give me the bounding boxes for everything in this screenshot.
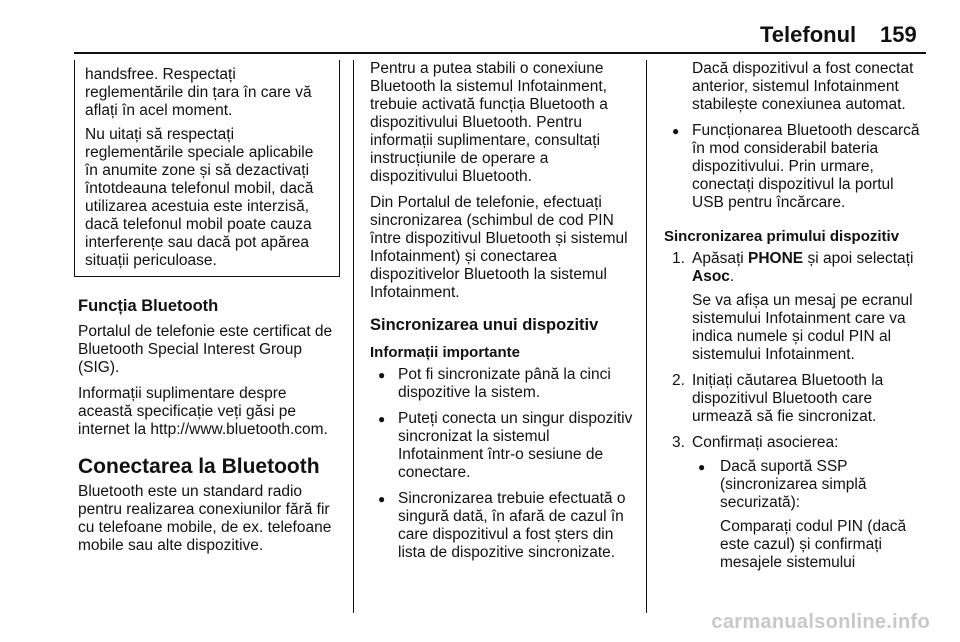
column-2 (370, 60, 634, 570)
step-text: Inițiați căutarea Bluetooth la dispozitivul Bluetooth care urmează să fie sincronizat. (692, 372, 884, 425)
page-number: 159 (880, 22, 917, 47)
step-number: 2. (672, 372, 685, 389)
step-3 (664, 434, 928, 572)
section-heading-sync-device: Sincronizarea unui dispozitiv (370, 316, 599, 334)
column2-paragraph-2: Din Portalul de telefonie, efectuați sincronizarea (schimbul de cod PIN între dispozitivul Bluetooth și sistemul Infotainment) și conectarea dispozitivelor Bluetooth la sistemul Infotainment. (370, 194, 628, 301)
column2-paragraph-1: Pentru a putea stabili o conexiune Bluetooth la sistemul Infotainment, trebuie activată funcția Bluetooth a dispozitivului Bluetooth. Pentru informații suplimentare, consultați instrucțiunile de operare a dispozitivului Bluetooth. (370, 60, 608, 185)
list-item: ● Pot fi sincronizate până la cinci dispozitive la sistem. (370, 366, 634, 402)
step-number: 1. (672, 250, 685, 267)
column-divider-2 (646, 60, 647, 613)
important-info-list (370, 366, 634, 562)
sync-steps-list (664, 250, 928, 572)
bluetooth-warning-list (664, 122, 928, 212)
step-text: și apoi selectați (803, 250, 914, 267)
step-number: 3. (672, 434, 685, 451)
list-item: ● Puteți conecta un singur dispozitiv sincronizat la sistemul Infotainment într-o sesiune de conectare. (370, 410, 634, 482)
list-item (692, 458, 928, 572)
step-text: . (729, 268, 735, 285)
subheading-first-device-sync: Sincronizarea primului dispozitiv (664, 228, 900, 245)
column-3 (664, 60, 928, 580)
list-item: ● Funcționarea Bluetooth descarcă în mod considerabil bateria dispozitivului. Prin urmare, conectați dispozitivul la portul USB pentru încărcare. (664, 122, 928, 212)
asoc-option-label: Asoc (692, 268, 730, 285)
step-1-detail: Se va afișa un mesaj pe ecranul sistemului Infotainment care va indica numele și codul PIN al sistemului Infotainment. (692, 292, 913, 363)
chapter-title: Telefonul (760, 22, 857, 47)
list-item: ● Sincronizarea trebuie efectuată o singură dată, în afară de cazul în care dispozitivul a fost șters din lista de dispozitive sincronizate. (370, 490, 634, 562)
connection-paragraph: Bluetooth este un standard radio pentru realizarea conexiunilor fără fir cu telefoane mobile, de ex. telefoane mobile sau alte dispozitive. (78, 483, 332, 554)
step-2 (664, 372, 928, 426)
note-paragraph-2: Nu uitați să respectați reglementările speciale aplicabile în anumite zone și să dezactivați întotdeauna telefonul mobil, dacă utilizarea acestuia este interzisă, dacă telefonul mobil poate cauza interferențe sau dacă pot apărea situații periculoase. (85, 126, 314, 269)
step-text: Confirmați asocierea: (692, 434, 839, 451)
note-box (74, 60, 340, 277)
section-heading-bluetooth-connection: Conectarea la Bluetooth (78, 455, 320, 478)
header-rule (74, 52, 926, 54)
column-divider-1 (353, 60, 354, 613)
sublist-text: Dacă suportă SSP (sincronizarea simplă securizată): (720, 458, 867, 511)
step-1 (664, 250, 928, 364)
section-heading-bluetooth-function: Funcția Bluetooth (78, 297, 219, 315)
watermark: carmanualsonline.info (711, 611, 930, 633)
step-3-sublist (692, 458, 928, 572)
column-1 (78, 60, 340, 563)
bluetooth-paragraph-1: Portalul de telefonie este certificat de Bluetooth Special Interest Group (SIG). (78, 323, 333, 376)
step-3-detail: Comparați codul PIN (dacă este cazul) și confirmați mesajele sistemului (720, 518, 907, 571)
note-paragraph-1: handsfree. Respectați reglementările din țara în care vă aflați în acel moment. (85, 66, 312, 119)
subheading-important-info: Informații importante (370, 344, 521, 361)
phone-button-label: PHONE (748, 250, 804, 267)
bluetooth-paragraph-2: Informații suplimentare despre această specificație veți găsi pe internet la http://www.bluetooth.com. (78, 385, 328, 438)
step-text: Apăsați (692, 250, 749, 267)
continued-paragraph: Dacă dispozitivul a fost conectat anterior, sistemul Infotainment stabilește conexiunea automat. (692, 60, 914, 113)
